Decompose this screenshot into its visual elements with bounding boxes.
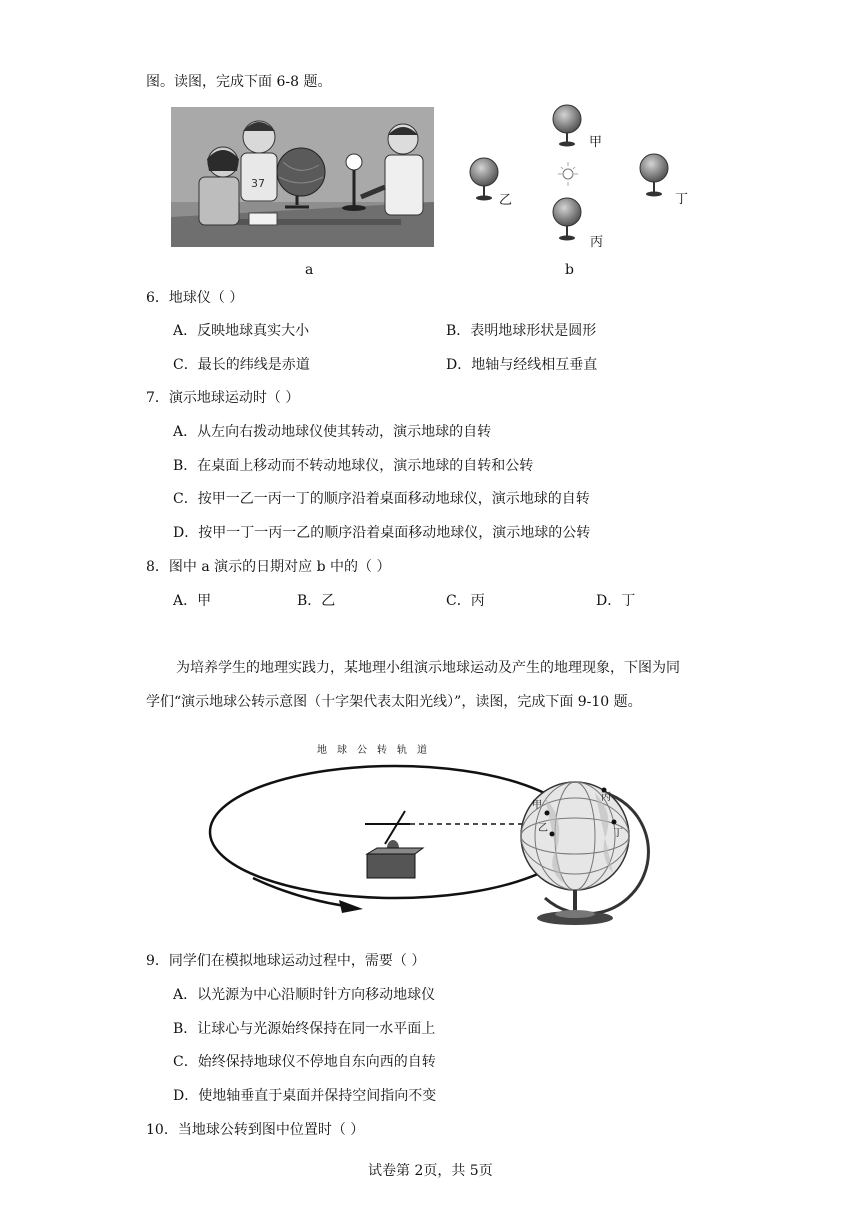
orbit-label-yi: 乙 [538, 823, 548, 834]
q7-stem: 7．演示地球运动时（ ） [146, 390, 300, 406]
label-yi: 乙 [499, 193, 513, 208]
figure-a-photo [171, 107, 434, 247]
orbit-label-jia: 甲 [532, 800, 542, 811]
classroom-illustration [171, 107, 434, 247]
q6-stem: 6．地球仪（ ） [146, 290, 244, 306]
q7-option-b[interactable]: B．在桌面上移动而不转动地球仪，演示地球的自转和公转 [173, 458, 534, 474]
q8-stem: 8．图中 a 演示的日期对应 b 中的（ ） [146, 559, 391, 575]
orbit-figure [205, 738, 650, 934]
q9-option-d[interactable]: D．使地轴垂直于桌面并保持空间指向不变 [173, 1088, 437, 1104]
orbit-direction-arrow [253, 878, 345, 906]
q9-option-a[interactable]: A．以光源为中心沿顺时针方向移动地球仪 [173, 987, 436, 1003]
figure-b-caption: b [565, 262, 574, 278]
label-bing: 丙 [590, 235, 604, 250]
q8-option-d[interactable]: D．丁 [596, 593, 636, 609]
q7-option-d[interactable]: D．按甲一丁一丙一乙的顺序沿着桌面移动地球仪，演示地球的公转 [173, 525, 591, 541]
q10-stem: 10．当地球公转到图中位置时（ ） [146, 1122, 365, 1138]
orbit-label-ding: 丁 [613, 828, 623, 839]
globe-jia [553, 105, 581, 147]
q7-option-c[interactable]: C．按甲一乙一丙一丁的顺序沿着桌面移动地球仪，演示地球的自转 [173, 491, 590, 507]
q6-option-d[interactable]: D．地轴与经线相互垂直 [446, 357, 598, 373]
q6-option-a[interactable]: A．反映地球真实大小 [173, 323, 310, 339]
passage-line-1: 为培养学生的地理实践力，某地理小组演示地球运动及产生的地理现象，下图为同 [176, 660, 680, 676]
orbit-label-bing: 丙 [601, 792, 611, 803]
q6-option-c[interactable]: C．最长的纬线是赤道 [173, 357, 310, 373]
q9-stem: 9．同学们在模拟地球运动过程中，需要（ ） [146, 953, 426, 969]
q8-option-a[interactable]: A．甲 [173, 593, 212, 609]
orbit-label: 地 球 公 转 轨 道 [317, 745, 427, 756]
globe-yi [470, 158, 498, 201]
figure-a-caption: a [305, 262, 314, 278]
passage-line-2: 学们“演示地球公转示意图（十字架代表太阳光线）”，读图，完成下面 9-10 题。 [146, 694, 642, 710]
intro-line: 图。读图，完成下面 6-8 题。 [146, 74, 332, 90]
globe-bing [553, 198, 581, 241]
shirt-number: 37 [251, 177, 265, 190]
q8-option-c[interactable]: C．丙 [446, 593, 485, 609]
figure-b-diagram [462, 100, 692, 260]
globe-ding [640, 154, 668, 197]
q9-option-c[interactable]: C．始终保持地球仪不停地自东向西的自转 [173, 1054, 436, 1070]
label-ding: 丁 [675, 192, 689, 207]
page-footer: 试卷第 2页，共 5页 [368, 1163, 493, 1179]
q6-option-b[interactable]: B．表明地球形状是圆形 [446, 323, 597, 339]
bulb-icon [558, 162, 578, 186]
q9-option-b[interactable]: B．让球心与光源始终保持在同一水平面上 [173, 1021, 436, 1037]
q8-option-b[interactable]: B．乙 [297, 593, 336, 609]
q7-option-a[interactable]: A．从左向右拨动地球仪使其转动，演示地球的自转 [173, 424, 492, 440]
light-source-cross [365, 811, 423, 878]
label-jia: 甲 [589, 135, 603, 150]
